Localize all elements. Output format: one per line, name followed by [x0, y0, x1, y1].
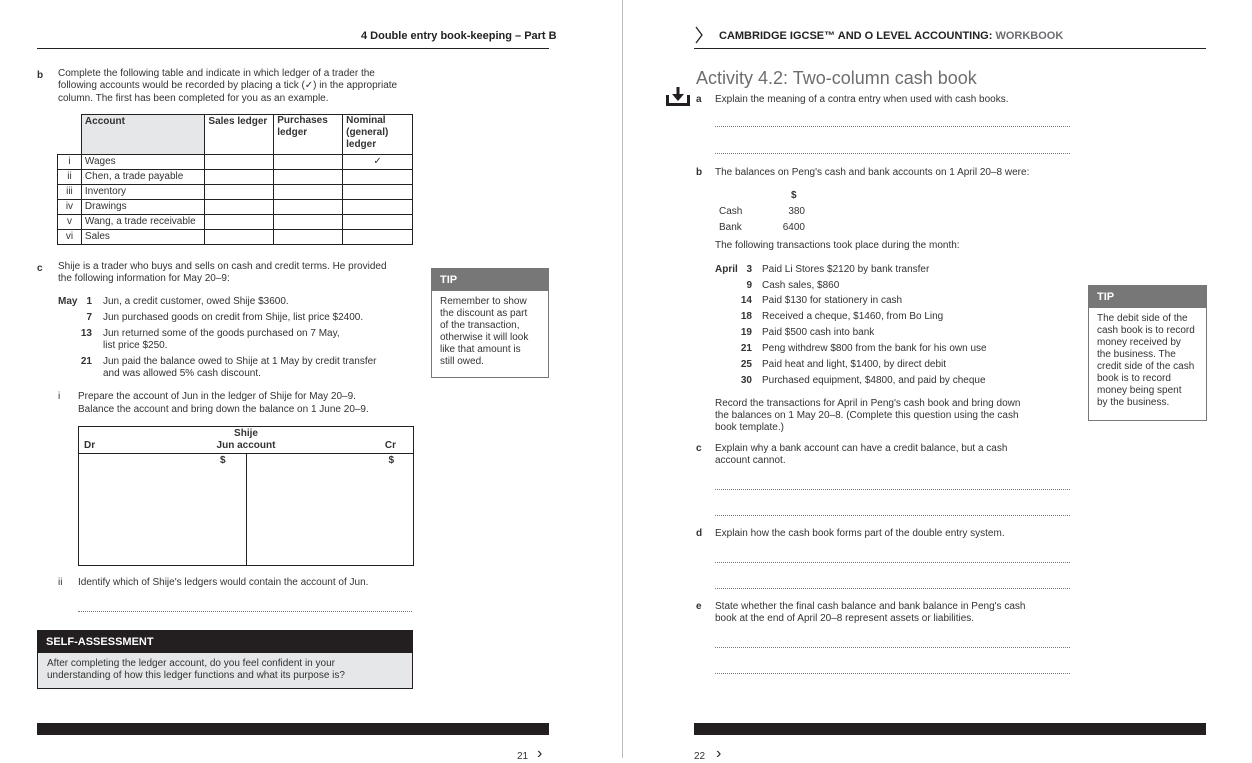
download-icon	[665, 86, 691, 108]
sales-cell[interactable]	[205, 170, 274, 185]
sales-cell[interactable]	[205, 200, 274, 215]
t-account-title: Shije	[234, 428, 258, 439]
header-rule-left	[37, 48, 549, 49]
purchases-cell[interactable]	[274, 155, 343, 170]
may-trans-7: Jun purchased goods on credit from Shije, list price $2400.	[103, 312, 364, 323]
part-b-letter-right: b	[696, 167, 703, 178]
april-trans: Cash sales, $860	[762, 280, 840, 291]
footer-bar-left	[37, 723, 549, 735]
table-row: iii Inventory	[58, 185, 413, 200]
answer-line[interactable]	[715, 489, 1070, 490]
april-trans: Paid Li Stores $2120 by bank transfer	[762, 264, 930, 275]
q-ii-num: ii	[58, 577, 63, 588]
april-trans: Peng withdrew $800 from the bank for his own use	[762, 343, 987, 354]
answer-line[interactable]	[715, 153, 1070, 154]
part-c-intro-2: the following information for May 20–9:	[58, 273, 230, 284]
self-assessment-heading: SELF-ASSESSMENT	[38, 631, 412, 653]
april-trans: Received a cheque, $1460, from Bo Ling	[762, 311, 944, 322]
header-rule-right	[694, 48, 1206, 49]
self-assessment-body: After completing the ledger account, do you feel confident in your understanding of how this ledger functions and what its purpose is?	[47, 658, 345, 681]
part-c-line-2: account cannot.	[715, 455, 786, 466]
ledger-table	[57, 114, 413, 245]
part-d-letter: d	[696, 528, 703, 539]
table-row: vi Sales	[58, 230, 413, 245]
chevron-right-icon: ›	[537, 745, 543, 762]
part-a-text: Explain the meaning of a contra entry when used with cash books.	[715, 94, 1009, 105]
nominal-cell[interactable]	[343, 230, 413, 245]
purchases-cell[interactable]	[274, 170, 343, 185]
april-trans: Paid $500 cash into bank	[762, 327, 875, 338]
april-day: 21	[740, 343, 752, 354]
q-i-line-2: Balance the account and bring down the balance on 1 June 20–9.	[78, 404, 369, 415]
balances-currency: $	[791, 190, 797, 201]
april-month-label: April	[715, 264, 738, 275]
april-trans: Paid $130 for stationery in cash	[762, 295, 903, 306]
may-day-13: 13	[80, 328, 92, 339]
t-account-dr: Dr	[84, 440, 96, 451]
sales-cell[interactable]	[205, 155, 274, 170]
col-header-sales-ledger: Sales ledger	[205, 115, 274, 155]
may-trans-1: Jun, a credit customer, owed Shije $3600.	[103, 296, 289, 307]
may-trans-21a: Jun paid the balance owed to Shije at 1 May by credit transfer	[103, 356, 377, 367]
part-e-line-2: book at the end of April 20–8 represent assets or liabilities.	[715, 613, 975, 624]
part-b-text-right: The balances on Peng's cash and bank accounts on 1 April 20–8 were:	[715, 167, 1030, 178]
april-day: 30	[740, 375, 752, 386]
may-trans-21b: and was allowed 5% cash discount.	[103, 368, 261, 379]
chevron-right-icon: ›	[716, 745, 722, 762]
answer-line[interactable]	[715, 647, 1070, 648]
may-day-7: 7	[86, 312, 92, 323]
bank-label: Bank	[719, 222, 742, 233]
table-row: iv Drawings	[58, 200, 413, 215]
page-number-right: 22	[694, 751, 706, 762]
sales-cell[interactable]	[205, 185, 274, 200]
q-i-line-1: Prepare the account of Jun in the ledger of Shije for May 20–9.	[78, 391, 356, 402]
nominal-cell[interactable]	[343, 185, 413, 200]
record-line-1: Record the transactions for April in Peng's cash book and bring down	[715, 398, 1021, 409]
purchases-cell[interactable]	[274, 215, 343, 230]
may-day-1: 1	[86, 296, 92, 307]
part-d-text: Explain how the cash book forms part of the double entry system.	[715, 528, 1005, 539]
footer-bar-right	[694, 723, 1206, 735]
t-account-cr-currency: $	[388, 455, 394, 466]
t-account-cr: Cr	[384, 440, 396, 451]
part-b-instruction-1: Complete the following table and indicate in which ledger of a trader the	[58, 68, 375, 79]
bank-value: 6400	[782, 222, 805, 233]
cash-value: 380	[788, 206, 805, 217]
part-e-letter: e	[696, 601, 702, 612]
answer-line[interactable]	[715, 126, 1070, 127]
nominal-cell[interactable]	[343, 215, 413, 230]
april-day: 18	[740, 311, 752, 322]
part-c-letter-right: c	[696, 443, 702, 454]
tip-body: Remember to show the discount as part of the transaction, otherwise it will look like that amount is still owed.	[440, 296, 529, 367]
purchases-cell[interactable]	[274, 200, 343, 215]
t-account-vertical-line	[246, 453, 247, 565]
tip-box-cash-book	[1088, 285, 1207, 421]
nominal-cell[interactable]	[343, 200, 413, 215]
tip-heading: TIP	[1089, 286, 1206, 308]
page-number-left: 21	[517, 751, 529, 762]
answer-line[interactable]	[715, 562, 1070, 563]
tip-body: The debit side of the cash book is to record money received by the business. The credit side of the cash book is to record money being spent by the business.	[1097, 313, 1195, 408]
part-e-line-1: State whether the final cash balance and bank balance in Peng's cash	[715, 601, 1026, 612]
table-row: v Wang, a trade receivable	[58, 215, 413, 230]
part-a-letter: a	[696, 94, 702, 105]
col-header-purchases-ledger: Purchases ledger	[274, 115, 343, 155]
table-row: i Wages ✓	[58, 155, 413, 170]
record-line-3: book template.)	[715, 422, 784, 433]
purchases-cell[interactable]	[274, 230, 343, 245]
tip-heading: TIP	[432, 269, 548, 291]
table-row: ii Chen, a trade payable	[58, 170, 413, 185]
part-b-instruction-2: following accounts would be recorded by placing a tick (✓) in the appropriate	[58, 80, 398, 91]
part-b-instruction-3: column. The first has been completed for you as an example.	[58, 93, 329, 104]
may-month-label: May	[58, 296, 78, 307]
t-account-subtitle: Jun account	[216, 440, 276, 451]
nominal-cell[interactable]	[343, 170, 413, 185]
page-divider	[622, 0, 623, 758]
self-assessment-box	[37, 630, 413, 689]
answer-line[interactable]	[715, 515, 1070, 516]
chevron-right-icon	[694, 26, 704, 44]
col-header-account: Account	[81, 115, 205, 155]
nominal-cell[interactable]: ✓	[343, 155, 413, 170]
following-transactions: The following transactions took place during the month:	[715, 240, 960, 251]
col-header-nominal-ledger: Nominal (general) ledger	[343, 115, 413, 155]
may-day-21: 21	[80, 356, 92, 367]
sales-cell[interactable]	[205, 230, 274, 245]
april-trans: Purchased equipment, $4800, and paid by cheque	[762, 375, 986, 386]
q-i-num: i	[58, 391, 61, 402]
may-trans-13a: Jun returned some of the goods purchased on 7 May,	[103, 328, 340, 339]
answer-line[interactable]	[715, 588, 1070, 589]
answer-line[interactable]	[78, 611, 412, 612]
april-day: 14	[740, 295, 752, 306]
april-day: 9	[746, 280, 752, 291]
t-account-dr-currency: $	[220, 455, 226, 466]
april-day: 19	[740, 327, 752, 338]
part-c-letter: c	[37, 263, 43, 274]
april-trans: Paid heat and light, $1400, by direct debit	[762, 359, 947, 370]
answer-line[interactable]	[715, 673, 1070, 674]
activity-title: Activity 4.2: Two-column cash book	[696, 68, 977, 88]
t-account-jun[interactable]	[78, 426, 414, 566]
record-line-2: the balances on 1 May 20–8. (Complete this question using the cash	[715, 410, 1019, 421]
part-c-line-1: Explain why a bank account can have a credit balance, but a cash	[715, 443, 1008, 454]
part-c-intro-1: Shije is a trader who buys and sells on cash and credit terms. He provided	[58, 261, 387, 272]
tip-box-discount	[431, 268, 549, 378]
part-b-letter: b	[37, 70, 44, 81]
purchases-cell[interactable]	[274, 185, 343, 200]
april-day: 25	[740, 359, 752, 370]
cash-label: Cash	[719, 206, 743, 217]
left-running-header: 4 Double entry book-keeping – Part B	[361, 30, 557, 42]
sales-cell[interactable]	[205, 215, 274, 230]
right-running-header: CAMBRIDGE IGCSE™ AND O LEVEL ACCOUNTING: WORKBOOK	[719, 30, 1064, 42]
may-trans-13b: list price $250.	[103, 340, 168, 351]
q-ii-text: Identify which of Shije's ledgers would contain the account of Jun.	[78, 577, 369, 588]
april-day: 3	[746, 264, 752, 275]
